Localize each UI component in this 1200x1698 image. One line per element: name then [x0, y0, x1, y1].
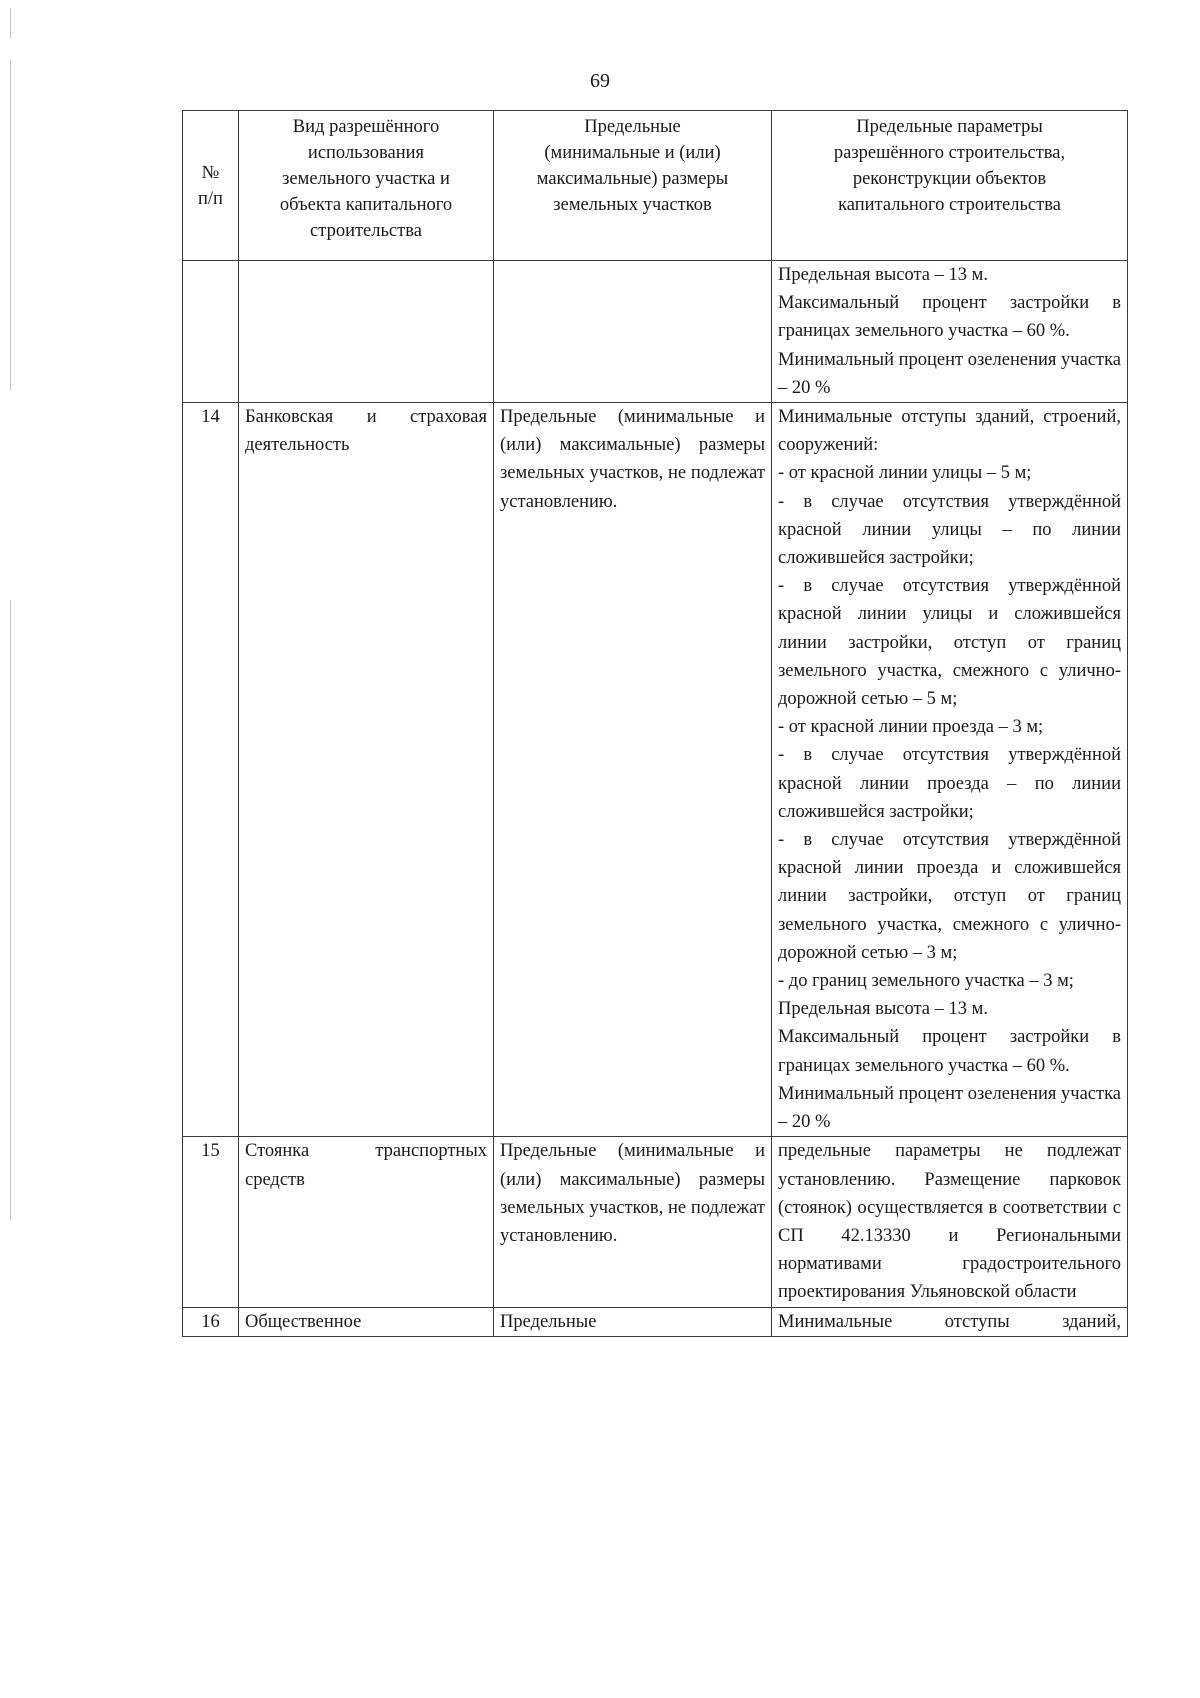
- parameter-item: Минимальные отступы зданий, строений, сооружений:: [778, 407, 1121, 456]
- parameters-cell: [772, 1137, 1128, 1307]
- parameter-item: предельные параметры не подлежат установлению. Размещение парковок (стоянок) осуществляется в соответствии с СП 42.13330 и Региональными нормативами градостроительного проектирования Ульяновской области: [778, 1141, 1121, 1303]
- row-number: 15: [183, 1137, 239, 1307]
- plot-size-cell: [494, 1307, 772, 1336]
- row-number: 16: [183, 1307, 239, 1336]
- table-row: [183, 261, 1128, 403]
- parameter-item: Минимальный процент озеленения участка – 20 %: [778, 349, 1121, 398]
- plot-size-text: Предельные (минимальные и (или) максимальные) размеры земельных участков, не подлежат установлению.: [500, 407, 765, 512]
- parameter-item: Минимальный процент озеленения участка – 20 %: [778, 1083, 1121, 1133]
- table-row: [183, 1307, 1128, 1336]
- header-permitted-use: Вид разрешённого использования земельного участка и объекта капитального строительства: [239, 111, 494, 261]
- parameter-item: Максимальный процент застройки в границах земельного участка – 60 %.: [778, 293, 1121, 342]
- parameter-item: Предельная высота – 13 м.: [778, 999, 988, 1020]
- parameter-item: - в случае отсутствия утверждённой красной линии проезда – по линии сложившейся застройки;: [778, 745, 1121, 822]
- scan-edge-mark: [10, 600, 11, 1220]
- parameters-cell: [772, 403, 1128, 1137]
- header-number: № п/п: [183, 111, 239, 261]
- land-use-regulations-table: [182, 110, 1128, 1337]
- header-plot-size-limits: Предельные (минимальные и (или) максимальные) размеры земельных участков: [494, 111, 772, 261]
- parameter-item: Максимальный процент застройки в границах земельного участка – 60 %.: [778, 1027, 1121, 1076]
- parameter-item: Минимальные отступы зданий,: [778, 1311, 1121, 1332]
- plot-size-cell: [494, 261, 772, 403]
- parameter-item: - от красной линии улицы – 5 м;: [778, 463, 1032, 484]
- permitted-use-text: Общественное: [245, 1311, 362, 1332]
- parameter-item: - от красной линии проезда – 3 м;: [778, 717, 1044, 738]
- header-construction-parameters: Предельные параметры разрешённого строительства, реконструкции объектов капитального строительства: [772, 111, 1128, 261]
- page-number: 69: [590, 70, 610, 92]
- row-number: 14: [183, 403, 239, 1137]
- permitted-use-text: Банковская и страховая деятельность: [245, 407, 487, 456]
- parameter-item: - в случае отсутствия утверждённой красной линии проезда и сложившейся линии застройки, отступ от границ земельного участка, смежного с улично-дорожной сетью – 3 м;: [778, 830, 1121, 963]
- plot-size-cell: [494, 403, 772, 1137]
- row-number: [183, 261, 239, 403]
- table-header-row: [183, 111, 1128, 261]
- permitted-use-cell: [239, 403, 494, 1137]
- parameters-cell: [772, 1307, 1128, 1336]
- parameter-item: Предельная высота – 13 м.: [778, 265, 988, 285]
- parameter-item: - в случае отсутствия утверждённой красной линии улицы – по линии сложившейся застройки;: [778, 491, 1121, 569]
- permitted-use-cell: [239, 1137, 494, 1307]
- parameters-cell: [772, 261, 1128, 403]
- permitted-use-text: Стоянка транспортных средств: [245, 1141, 487, 1190]
- scan-edge-mark: [10, 60, 11, 390]
- scan-edge-mark: [10, 8, 11, 38]
- parameter-item: - в случае отсутствия утверждённой красной линии улицы и сложившейся линии застройки, отступ от границ земельного участка, смежного с улично-дорожной сетью – 5 м;: [778, 576, 1121, 710]
- plot-size-text: Предельные (минимальные и (или) максимальные) размеры земельных участков, не подлежат установлению.: [500, 1141, 765, 1246]
- plot-size-text: Предельные: [500, 1311, 597, 1332]
- table-row: [183, 403, 1128, 1137]
- permitted-use-cell: [239, 261, 494, 403]
- table-row: [183, 1137, 1128, 1307]
- parameter-item: - до границ земельного участка – 3 м;: [778, 971, 1074, 992]
- plot-size-cell: [494, 1137, 772, 1307]
- permitted-use-cell: [239, 1307, 494, 1336]
